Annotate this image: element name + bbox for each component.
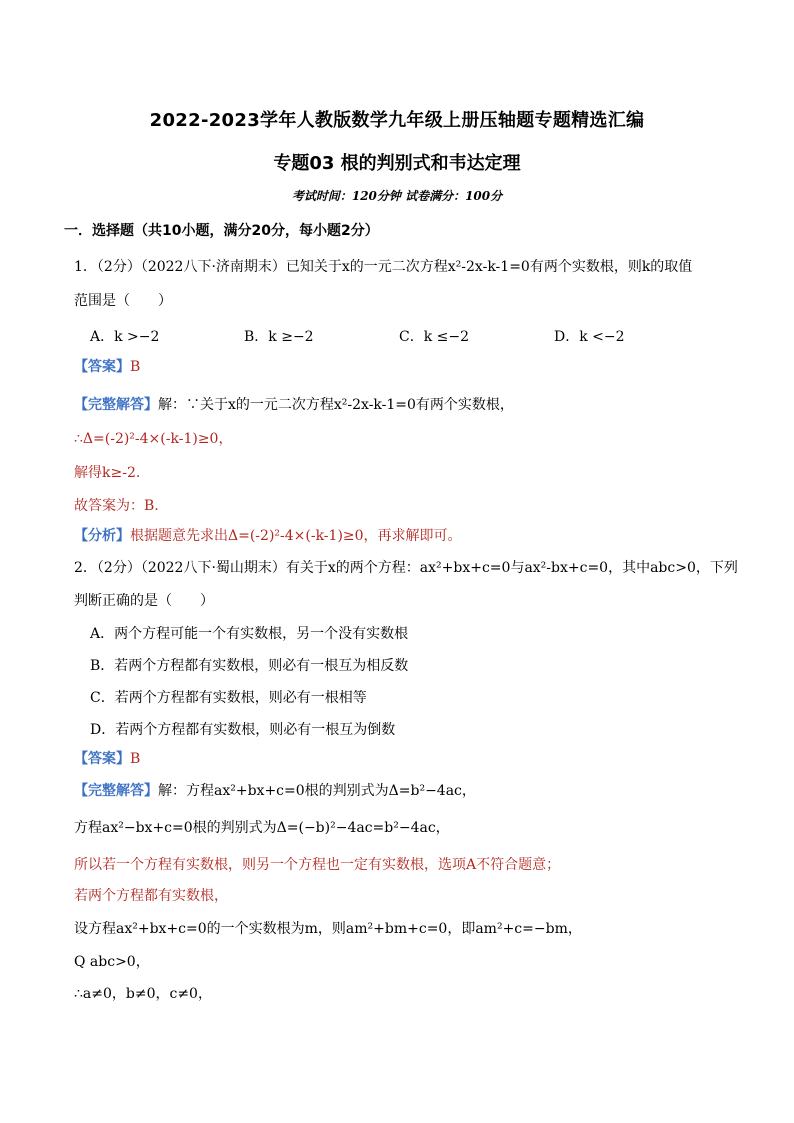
solution-tag: 【完整解答】 xyxy=(74,783,158,799)
q2-solution-line1: 解：方程ax²+bx+c=0根的判别式为Δ=b²−4ac， xyxy=(158,783,476,799)
document-title: 2022-2023学年人教版数学九年级上册压轴题专题精选汇编 xyxy=(149,110,645,131)
q2-solution-line4: 若两个方程都有实数根， xyxy=(74,888,228,904)
q1-answer-row xyxy=(74,358,140,376)
q1-solution-line3: 解得k≥-2. xyxy=(74,465,141,481)
q2-solution-line1-row xyxy=(74,782,476,800)
q1-solution-line2: ∴Δ=(-2)²-4×(-k-1)≥0， xyxy=(74,431,233,447)
q1-option-a: A．k >−2 xyxy=(90,329,160,345)
q1-solution-line1-row xyxy=(74,396,514,414)
q2-option-a: A．两个方程可能一个有实数根，另一个没有实数根 xyxy=(90,626,409,642)
q1-solution-line1: 解：∵关于x的一元二次方程x²-2x-k-1=0有两个实数根， xyxy=(158,397,514,413)
q2-solution-line7: ∴a≠0，b≠0，c≠0， xyxy=(74,986,212,1002)
analysis-tag: 【分析】 xyxy=(74,528,130,544)
answer-tag: 【答案】 xyxy=(74,359,130,375)
q2-option-b: B．若两个方程都有实数根，则必有一根互为相反数 xyxy=(90,658,409,674)
q1-stem-line2: 范围是（ ） xyxy=(74,293,172,309)
answer-tag: 【答案】 xyxy=(74,751,130,767)
q2-solution-line2: 方程ax²−bx+c=0根的判别式为Δ=(−b)²−4ac=b²−4ac， xyxy=(74,820,450,836)
q1-analysis-row xyxy=(74,527,462,545)
q2-solution-line3: 所以若一个方程有实数根，则另一个方程也一定有实数根，选项A不符合题意； xyxy=(74,857,561,873)
q2-option-c: C．若两个方程都有实数根，则必有一根相等 xyxy=(90,690,367,706)
exam-info: 考试时间：120分钟 试卷满分：100分 xyxy=(291,189,503,203)
q2-option-d: D．若两个方程都有实数根，则必有一根互为倒数 xyxy=(90,722,396,738)
q2-solution-line5: 设方程ax²+bx+c=0的一个实数根为m，则am²+bm+c=0，即am²+c=−bm， xyxy=(74,921,582,937)
q1-solution-line4: 故答案为：B. xyxy=(74,498,159,514)
q1-stem-line1: 1．（2分）（2022八下·济南期末）已知关于x的一元二次方程x²-2x-k-1=0有两个实数根，则k的取值 xyxy=(74,259,693,275)
q1-option-c: C．k ≤−2 xyxy=(399,329,470,345)
q1-answer: B xyxy=(130,359,141,375)
q1-option-d: D．k <−2 xyxy=(554,329,625,345)
q2-stem-line1: 2．（2分）（2022八下·蜀山期末）有关于x的两个方程：ax²+bx+c=0与ax²-bx+c=0，其中abc>0，下列 xyxy=(74,560,738,576)
document-subtitle: 专题03 根的判别式和韦达定理 xyxy=(273,153,521,174)
q2-answer: B xyxy=(130,751,141,767)
q1-option-b: B．k ≥−2 xyxy=(244,329,314,345)
q2-answer-row xyxy=(74,750,140,768)
q2-solution-line6: Q abc>0， xyxy=(74,954,150,970)
solution-tag: 【完整解答】 xyxy=(74,397,158,413)
section-heading: 一．选择题（共10小题，满分20分，每小题2分） xyxy=(64,223,379,239)
q1-analysis: 根据题意先求出Δ=(-2)²-4×(-k-1)≥0，再求解即可。 xyxy=(130,528,462,544)
q2-stem-line2: 判断正确的是（ ） xyxy=(74,593,214,609)
